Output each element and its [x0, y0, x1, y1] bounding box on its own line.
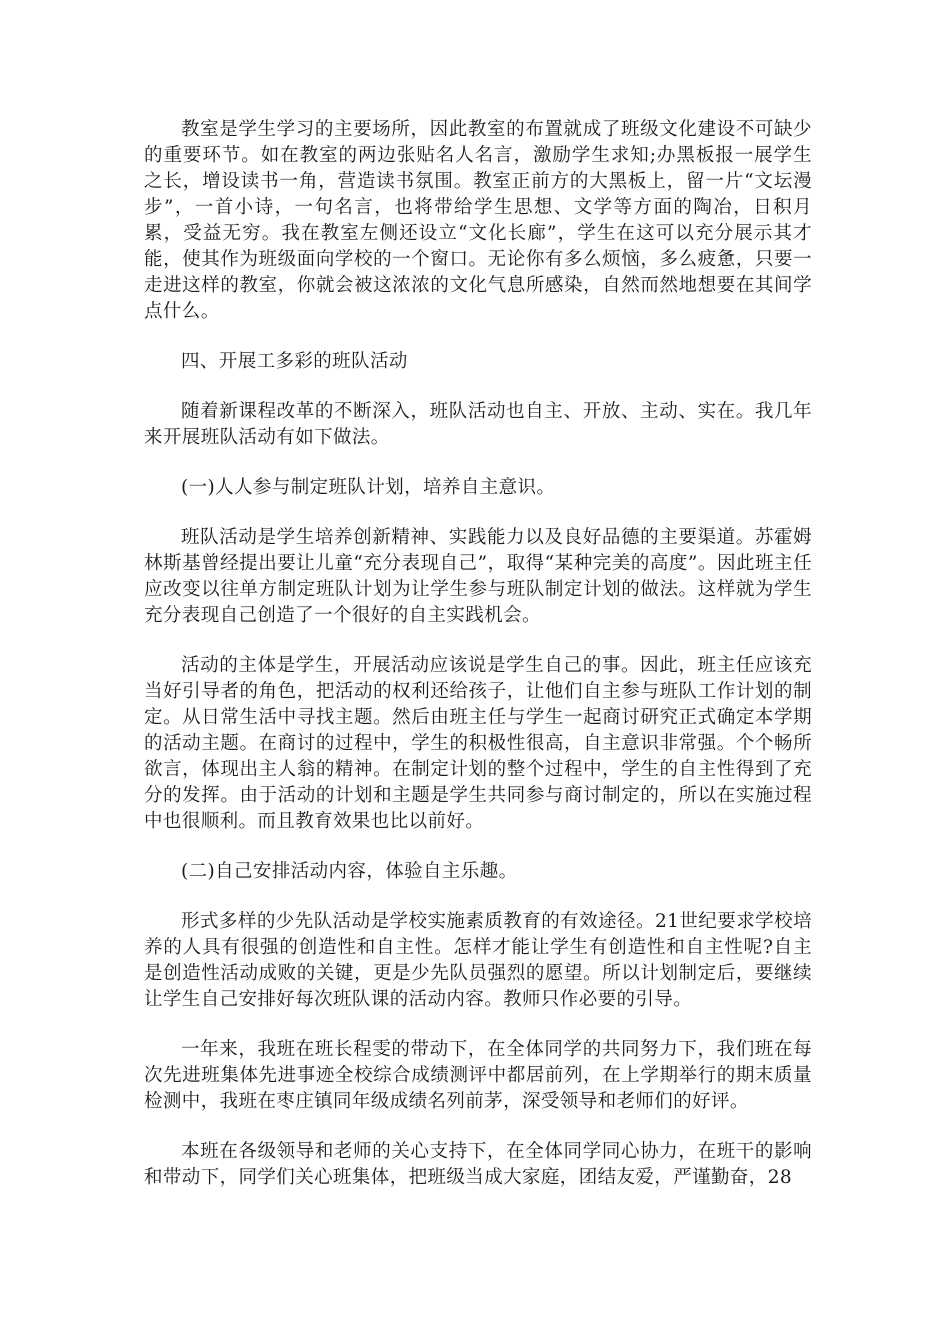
subheading-arrange-content: (二)自己安排活动内容，体验自主乐趣。: [181, 861, 518, 882]
paragraph-pioneer-activities: 形式多样的少先队活动是学校实施素质教育的有效途径。21世纪要求学校培养的人具有很强的创造性和自主性。怎样才能让学生有创造性和自主性呢?自主是创造性活动成败的关键，更是少先队员强烈的愿望。所以计划制定后，要继续让学生自己安排好每次班队课的活动内容。教师只作必要的引导。: [144, 911, 812, 1010]
paragraph-classroom-layout: 教室是学生学习的主要场所，因此教室的布置就成了班级文化建设不可缺少的重要环节。如在教室的两边张贴名人名言，激励学生求知;办黑板报一展学生之长，增设读书一角，营造读书氛围。教室正前方的大黑板上，留一片“文坛漫步”，一首小诗，一句名言，也将带给学生思想、文学等方面的陶冶，日积月累，受益无穷。我在教室左侧还设立“文化长廊”，学生在这可以充分展示其才能，使其作为班级面向学校的一个窗口。无论你有多么烦恼，多么疲惫，只要一走进这样的教室，你就会被这浓浓的文化气息所感染，自然而然地想要在其间学点什么。: [144, 119, 812, 322]
paragraph-activity-channels: 班队活动是学生培养创新精神、实践能力以及良好品德的主要渠道。苏霍姆林斯基曾经提出要让儿童“充分表现自己”，取得“某种完美的高度”。因此班主任应改变以往单方制定班队计划为让学生参与班队制定计划的做法。这样就为学生充分表现自己创造了一个很好的自主实践机会。: [144, 527, 812, 626]
document-body: [144, 117, 812, 1215]
paragraph-class-support: 本班在各级领导和老师的关心支持下，在全体同学同心协力，在班干的影响和带动下，同学们关心班集体，把班级当成大家庭，团结友爱，严谨勤奋，28: [144, 1141, 812, 1188]
paragraph-student-subject: 活动的主体是学生，开展活动应该说是学生自己的事。因此，班主任应该充当好引导者的角色，把活动的权利还给孩子，让他们自主参与班队工作计划的制定。从日常生活中寻找主题。然后由班主任与学生一起商讨研究正式确定本学期的活动主题。在商讨的过程中，学生的积极性很高，自主意识非常强。个个畅所欲言，体现出主人翁的精神。在制定计划的整个过程中，学生的自主性得到了充分的发挥。由于活动的计划和主题是学生共同参与商讨制定的，所以在实施过程中也很顺利。而且教育效果也比以前好。: [144, 655, 812, 832]
section-heading-class-activities: 四、开展工多彩的班队活动: [181, 351, 408, 372]
paragraph-activities-intro: 随着新课程改革的不断深入，班队活动也自主、开放、主动、实在。我几年来开展班队活动有如下做法。: [144, 401, 812, 448]
paragraph-year-results: 一年来，我班在班长程雯的带动下，在全体同学的共同努力下，我们班在每次先进班集体先进事迹全校综合成绩测评中都居前列，在上学期举行的期末质量检测中，我班在枣庄镇同年级成绩名列前茅，深受领导和老师们的好评。: [144, 1039, 812, 1112]
subheading-plan-participation: (一)人人参与制定班队计划，培养自主意识。: [181, 477, 556, 498]
